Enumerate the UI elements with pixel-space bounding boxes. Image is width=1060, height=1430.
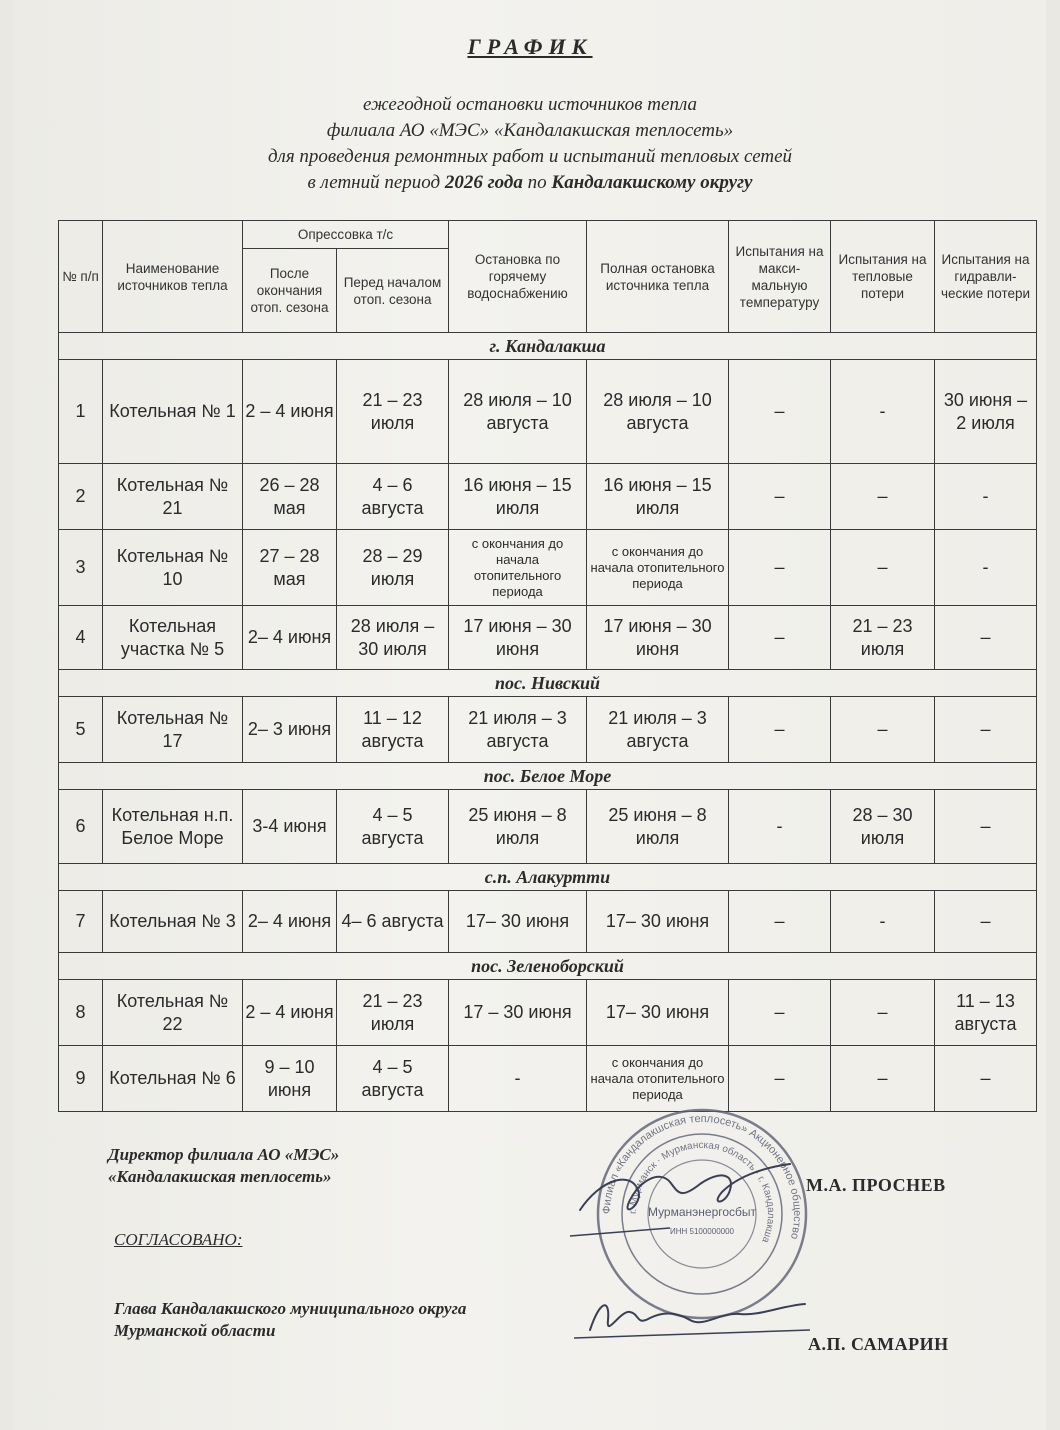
header-max-temp: Испытания на макси-мальную температуру xyxy=(729,221,831,333)
cell-name: Котельная № 10 xyxy=(103,530,243,606)
cell-name: Котельная № 1 xyxy=(103,360,243,464)
header-pressure-group: Опрессовка т/с xyxy=(243,221,449,249)
region-row xyxy=(59,864,1037,891)
cell-loss: 28 – 30 июля xyxy=(831,790,935,864)
cell-name: Котельная № 21 xyxy=(103,464,243,530)
cell-hot: с окончания до начала отопительного периода xyxy=(449,530,587,606)
cell-before: 4 – 5 августа xyxy=(337,790,449,864)
cell-max: – xyxy=(729,697,831,763)
cell-full: 16 июня – 15 июля xyxy=(587,464,729,530)
cell-hot: 17– 30 июня xyxy=(449,891,587,953)
cell-before: 4– 6 августа xyxy=(337,891,449,953)
cell-after: 2 – 4 июня xyxy=(243,980,337,1046)
cell-name: Котельная участка № 5 xyxy=(103,606,243,670)
cell-full: 17– 30 июня xyxy=(587,980,729,1046)
table-row xyxy=(59,790,1037,864)
cell-hot: - xyxy=(449,1046,587,1112)
subtitle-region: Кандалакшскому округу xyxy=(551,172,753,193)
cell-num: 5 xyxy=(59,697,103,763)
cell-name: Котельная н.п. Белое Море xyxy=(103,790,243,864)
region-name: пос. Нивский xyxy=(59,670,1037,697)
head-signature xyxy=(570,1290,820,1350)
director-line-1: Директор филиала АО «МЭС» xyxy=(108,1145,340,1164)
header-name: Наименование источников тепла xyxy=(103,221,243,333)
region-name: пос. Зеленоборский xyxy=(59,953,1037,980)
table-row xyxy=(59,606,1037,670)
cell-after: 9 – 10 июня xyxy=(243,1046,337,1112)
table-row xyxy=(59,530,1037,606)
table-row xyxy=(59,1046,1037,1112)
subtitle-line-4-b: по xyxy=(522,172,552,193)
header-before: Перед началом отоп. сезона xyxy=(337,249,449,333)
cell-num: 4 xyxy=(59,606,103,670)
cell-hydro: – xyxy=(935,790,1037,864)
seal-outer-text: Филиал «Кандалакшская теплосеть» Акционерное общество xyxy=(600,1112,804,1241)
cell-hot: 25 июня – 8 июля xyxy=(449,790,587,864)
cell-hydro: – xyxy=(935,891,1037,953)
cell-before: 21 – 23 июля xyxy=(337,360,449,464)
cell-max: – xyxy=(729,980,831,1046)
cell-before: 4 – 6 августа xyxy=(337,464,449,530)
table-row xyxy=(59,464,1037,530)
cell-loss: – xyxy=(831,697,935,763)
cell-after: 27 – 28 мая xyxy=(243,530,337,606)
cell-max: – xyxy=(729,464,831,530)
cell-max: - xyxy=(729,790,831,864)
cell-hydro: – xyxy=(935,1046,1037,1112)
subtitle-line-2: филиала АО «МЭС» «Кандалакшская теплосеть» xyxy=(326,120,734,141)
region-name: г. Кандалакша xyxy=(59,333,1037,360)
table-row xyxy=(59,360,1037,464)
cell-full: 21 июля – 3 августа xyxy=(587,697,729,763)
cell-full: 25 июня – 8 июля xyxy=(587,790,729,864)
cell-hydro: 30 июня – 2 июля xyxy=(935,360,1037,464)
cell-loss: - xyxy=(831,360,935,464)
cell-full: с окончания до начала отопительного периода xyxy=(587,1046,729,1112)
cell-max: – xyxy=(729,1046,831,1112)
cell-name: Котельная № 3 xyxy=(103,891,243,953)
subtitle-year: 2026 года xyxy=(444,172,523,193)
cell-name: Котельная № 6 xyxy=(103,1046,243,1112)
table-row xyxy=(59,891,1037,953)
cell-full: 17 июня – 30 июня xyxy=(587,606,729,670)
subtitle-line-4-a: в летний период xyxy=(307,172,445,193)
cell-hot: 16 июня – 15 июля xyxy=(449,464,587,530)
cell-loss: – xyxy=(831,980,935,1046)
cell-after: 2 – 4 июня xyxy=(243,360,337,464)
cell-before: 4 – 5 августа xyxy=(337,1046,449,1112)
seal-inn-text: ИНН 5100000000 xyxy=(669,1227,735,1236)
seal-center-text: Мурманэнергосбыт xyxy=(647,1205,757,1219)
cell-num: 9 xyxy=(59,1046,103,1112)
schedule-body xyxy=(59,333,1037,1112)
subtitle-line-4 xyxy=(0,170,1060,196)
cell-loss: – xyxy=(831,464,935,530)
region-name: с.п. Алакуртти xyxy=(59,864,1037,891)
cell-num: 8 xyxy=(59,980,103,1046)
header-after: После окончания отоп. сезона xyxy=(243,249,337,333)
cell-full: 17– 30 июня xyxy=(587,891,729,953)
cell-after: 2– 4 июня xyxy=(243,606,337,670)
cell-hydro: 11 – 13 августа xyxy=(935,980,1037,1046)
cell-after: 2– 4 июня xyxy=(243,891,337,953)
cell-hot: 17 июня – 30 июня xyxy=(449,606,587,670)
cell-after: 2– 3 июня xyxy=(243,697,337,763)
cell-hot: 21 июля – 3 августа xyxy=(449,697,587,763)
cell-after: 26 – 28 мая xyxy=(243,464,337,530)
cell-max: – xyxy=(729,606,831,670)
region-row xyxy=(59,670,1037,697)
cell-hydro: – xyxy=(935,606,1037,670)
agreed-label: СОГЛАСОВАНО: xyxy=(114,1230,243,1249)
director-signature xyxy=(560,1140,820,1250)
director-name: М.А. ПРОСНЕВ xyxy=(806,1175,946,1195)
subtitle-line-1: ежегодной остановки источников тепла xyxy=(363,94,697,115)
seal-city-text: г. Мурманск · Мурманская область · г. Кандалакша xyxy=(627,1139,777,1245)
cell-loss: - xyxy=(831,891,935,953)
cell-num: 2 xyxy=(59,464,103,530)
header-full-stop: Полная остановка источника тепла xyxy=(587,221,729,333)
cell-full: с окончания до начала отопительного периода xyxy=(587,530,729,606)
cell-hydro: - xyxy=(935,464,1037,530)
director-line-2: «Кандалакшская теплосеть» xyxy=(108,1167,332,1186)
region-row xyxy=(59,763,1037,790)
table-row xyxy=(59,980,1037,1046)
head-line-2: Мурманской области xyxy=(114,1321,276,1340)
header-hydraulic: Испытания на гидравли-ческие потери xyxy=(935,221,1037,333)
cell-before: 28 – 29 июля xyxy=(337,530,449,606)
cell-max: – xyxy=(729,360,831,464)
cell-hydro: - xyxy=(935,530,1037,606)
subtitle-line-3: для проведения ремонтных работ и испытаний тепловых сетей xyxy=(267,146,793,167)
schedule-table xyxy=(58,220,1037,1112)
cell-num: 1 xyxy=(59,360,103,464)
header-hot-water: Остановка по горячему водоснабжению xyxy=(449,221,587,333)
cell-hydro: – xyxy=(935,697,1037,763)
cell-num: 7 xyxy=(59,891,103,953)
header-num: № п/п xyxy=(59,221,103,333)
document-subtitle xyxy=(0,92,1060,196)
cell-loss: – xyxy=(831,530,935,606)
region-name: пос. Белое Море xyxy=(59,763,1037,790)
cell-after: 3-4 июня xyxy=(243,790,337,864)
cell-max: – xyxy=(729,891,831,953)
cell-max: – xyxy=(729,530,831,606)
region-row xyxy=(59,953,1037,980)
cell-hot: 17 – 30 июня xyxy=(449,980,587,1046)
cell-before: 11 – 12 августа xyxy=(337,697,449,763)
head-line-1: Глава Кандалакшского муниципального округа xyxy=(114,1299,467,1318)
header-heat-loss: Испытания на тепловые потери xyxy=(831,221,935,333)
cell-before: 28 июля – 30 июля xyxy=(337,606,449,670)
cell-loss: – xyxy=(831,1046,935,1112)
cell-name: Котельная № 17 xyxy=(103,697,243,763)
cell-before: 21 – 23 июля xyxy=(337,980,449,1046)
head-title xyxy=(114,1298,466,1342)
cell-hot: 28 июля – 10 августа xyxy=(449,360,587,464)
document-title: ГРАФИК xyxy=(467,34,593,59)
director-title xyxy=(108,1144,339,1188)
region-row xyxy=(59,333,1037,360)
cell-loss: 21 – 23 июля xyxy=(831,606,935,670)
cell-full: 28 июля – 10 августа xyxy=(587,360,729,464)
table-row xyxy=(59,697,1037,763)
cell-num: 6 xyxy=(59,790,103,864)
head-name: А.П. САМАРИН xyxy=(808,1334,949,1354)
cell-num: 3 xyxy=(59,530,103,606)
cell-name: Котельная № 22 xyxy=(103,980,243,1046)
